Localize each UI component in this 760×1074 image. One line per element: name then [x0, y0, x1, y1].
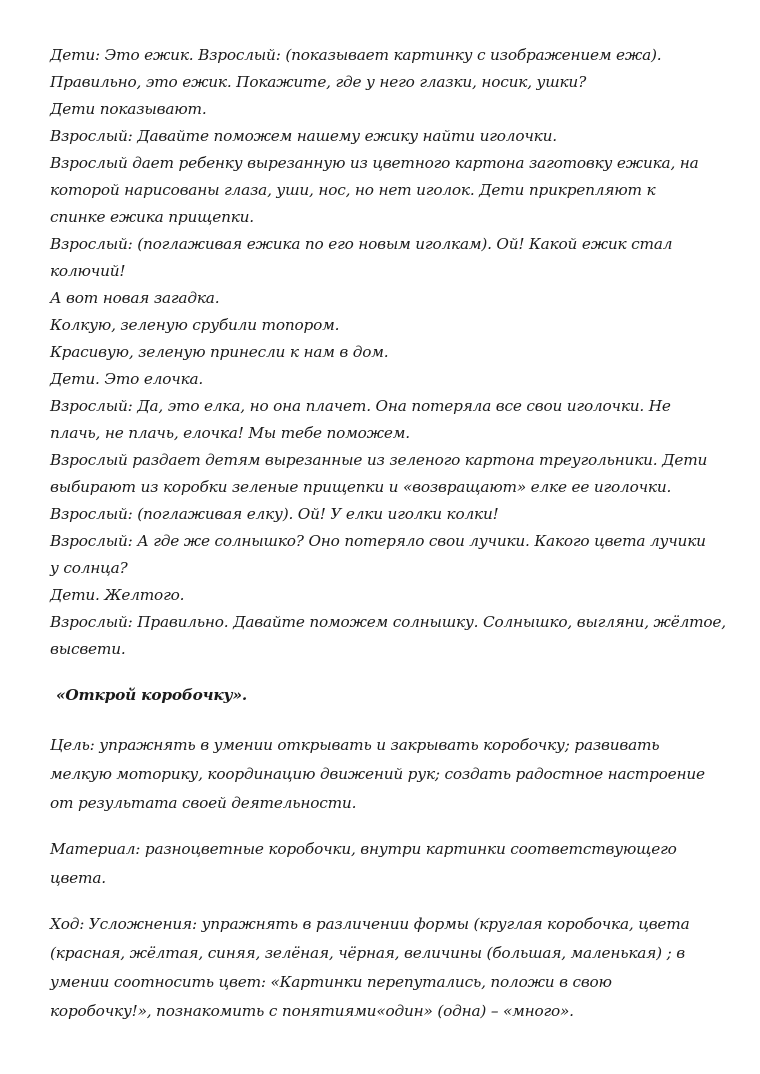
text-line: колючий!: [50, 262, 126, 280]
dialogue-section: [50, 42, 726, 663]
text-line: умении соотносить цвет: «Картинки перепутались, положи в свою: [50, 973, 612, 991]
text-line: Взрослый: Давайте поможем нашему ежику найти иголочки.: [50, 127, 557, 145]
text-line: у солнца?: [50, 559, 128, 577]
text-line: Правильно, это ежик. Покажите, где у него глазки, носик, ушки?: [50, 73, 587, 91]
goal-paragraph: [50, 731, 722, 818]
text-line: Взрослый дает ребенку вырезанную из цветного картона заготовку ежика, на: [50, 154, 699, 172]
text-line: высвети.: [50, 640, 126, 658]
text-line: Взрослый: А где же солнышко? Оно потеряло свои лучики. Какого цвета лучики: [50, 532, 706, 550]
text-line: Дети. Желтого.: [50, 586, 185, 604]
document-page: [50, 42, 726, 1026]
text-line: плачь, не плачь, елочка! Мы тебе поможем.: [50, 424, 410, 442]
text-line: Колкую, зеленую срубили топором.: [50, 316, 340, 334]
text-line: цвета.: [50, 869, 106, 887]
material-paragraph: [50, 835, 722, 893]
text-line: (красная, жёлтая, синяя, зелёная, чёрная, величины (большая, маленькая) ; в: [50, 944, 685, 962]
text-line: спинке ежика прищепки.: [50, 208, 254, 226]
text-line: коробочку!», познакомить с понятиями«один» (одна) – «много».: [50, 1002, 574, 1020]
text-line: Взрослый раздает детям вырезанные из зеленого картона треугольники. Дети: [50, 451, 708, 469]
text-line: которой нарисованы глаза, уши, нос, но нет иголок. Дети прикрепляют к: [50, 181, 656, 199]
procedure-paragraph: [50, 910, 722, 1026]
text-line: от результата своей деятельности.: [50, 794, 357, 812]
text-line: Взрослый: (поглаживая ежика по его новым иголкам). Ой! Какой ежик стал: [50, 235, 673, 253]
text-line: Взрослый: (поглаживая елку). Ой! У елки иголки колки!: [50, 505, 499, 523]
text-line: Дети. Это елочка.: [50, 370, 204, 388]
text-line: Красивую, зеленую принесли к нам в дом.: [50, 343, 389, 361]
text-line: выбирают из коробки зеленые прищепки и «возвращают» елке ее иголочки.: [50, 478, 672, 496]
text-line: Дети показывают.: [50, 100, 207, 118]
text-line: Цель: упражнять в умении открывать и закрывать коробочку; развивать: [50, 736, 660, 754]
text-line: Дети: Это ежик. Взрослый: (показывает картинку с изображением ежа).: [50, 46, 662, 64]
text-line: мелкую моторику, координацию движений рук; создать радостное настроение: [50, 765, 705, 783]
text-line: Ход: Усложнения: упражнять в различении формы (круглая коробочка, цвета: [50, 915, 690, 933]
text-line: А вот новая загадка.: [50, 289, 220, 307]
game-title: «Открой коробочку».: [56, 686, 247, 704]
text-line: Взрослый: Да, это елка, но она плачет. Она потеряла все свои иголочки. Не: [50, 397, 671, 415]
text-line: Взрослый: Правильно. Давайте поможем солнышку. Солнышко, выгляни, жёлтое,: [50, 613, 726, 631]
text-line: Материал: разноцветные коробочки, внутри картинки соответствующего: [50, 840, 677, 858]
